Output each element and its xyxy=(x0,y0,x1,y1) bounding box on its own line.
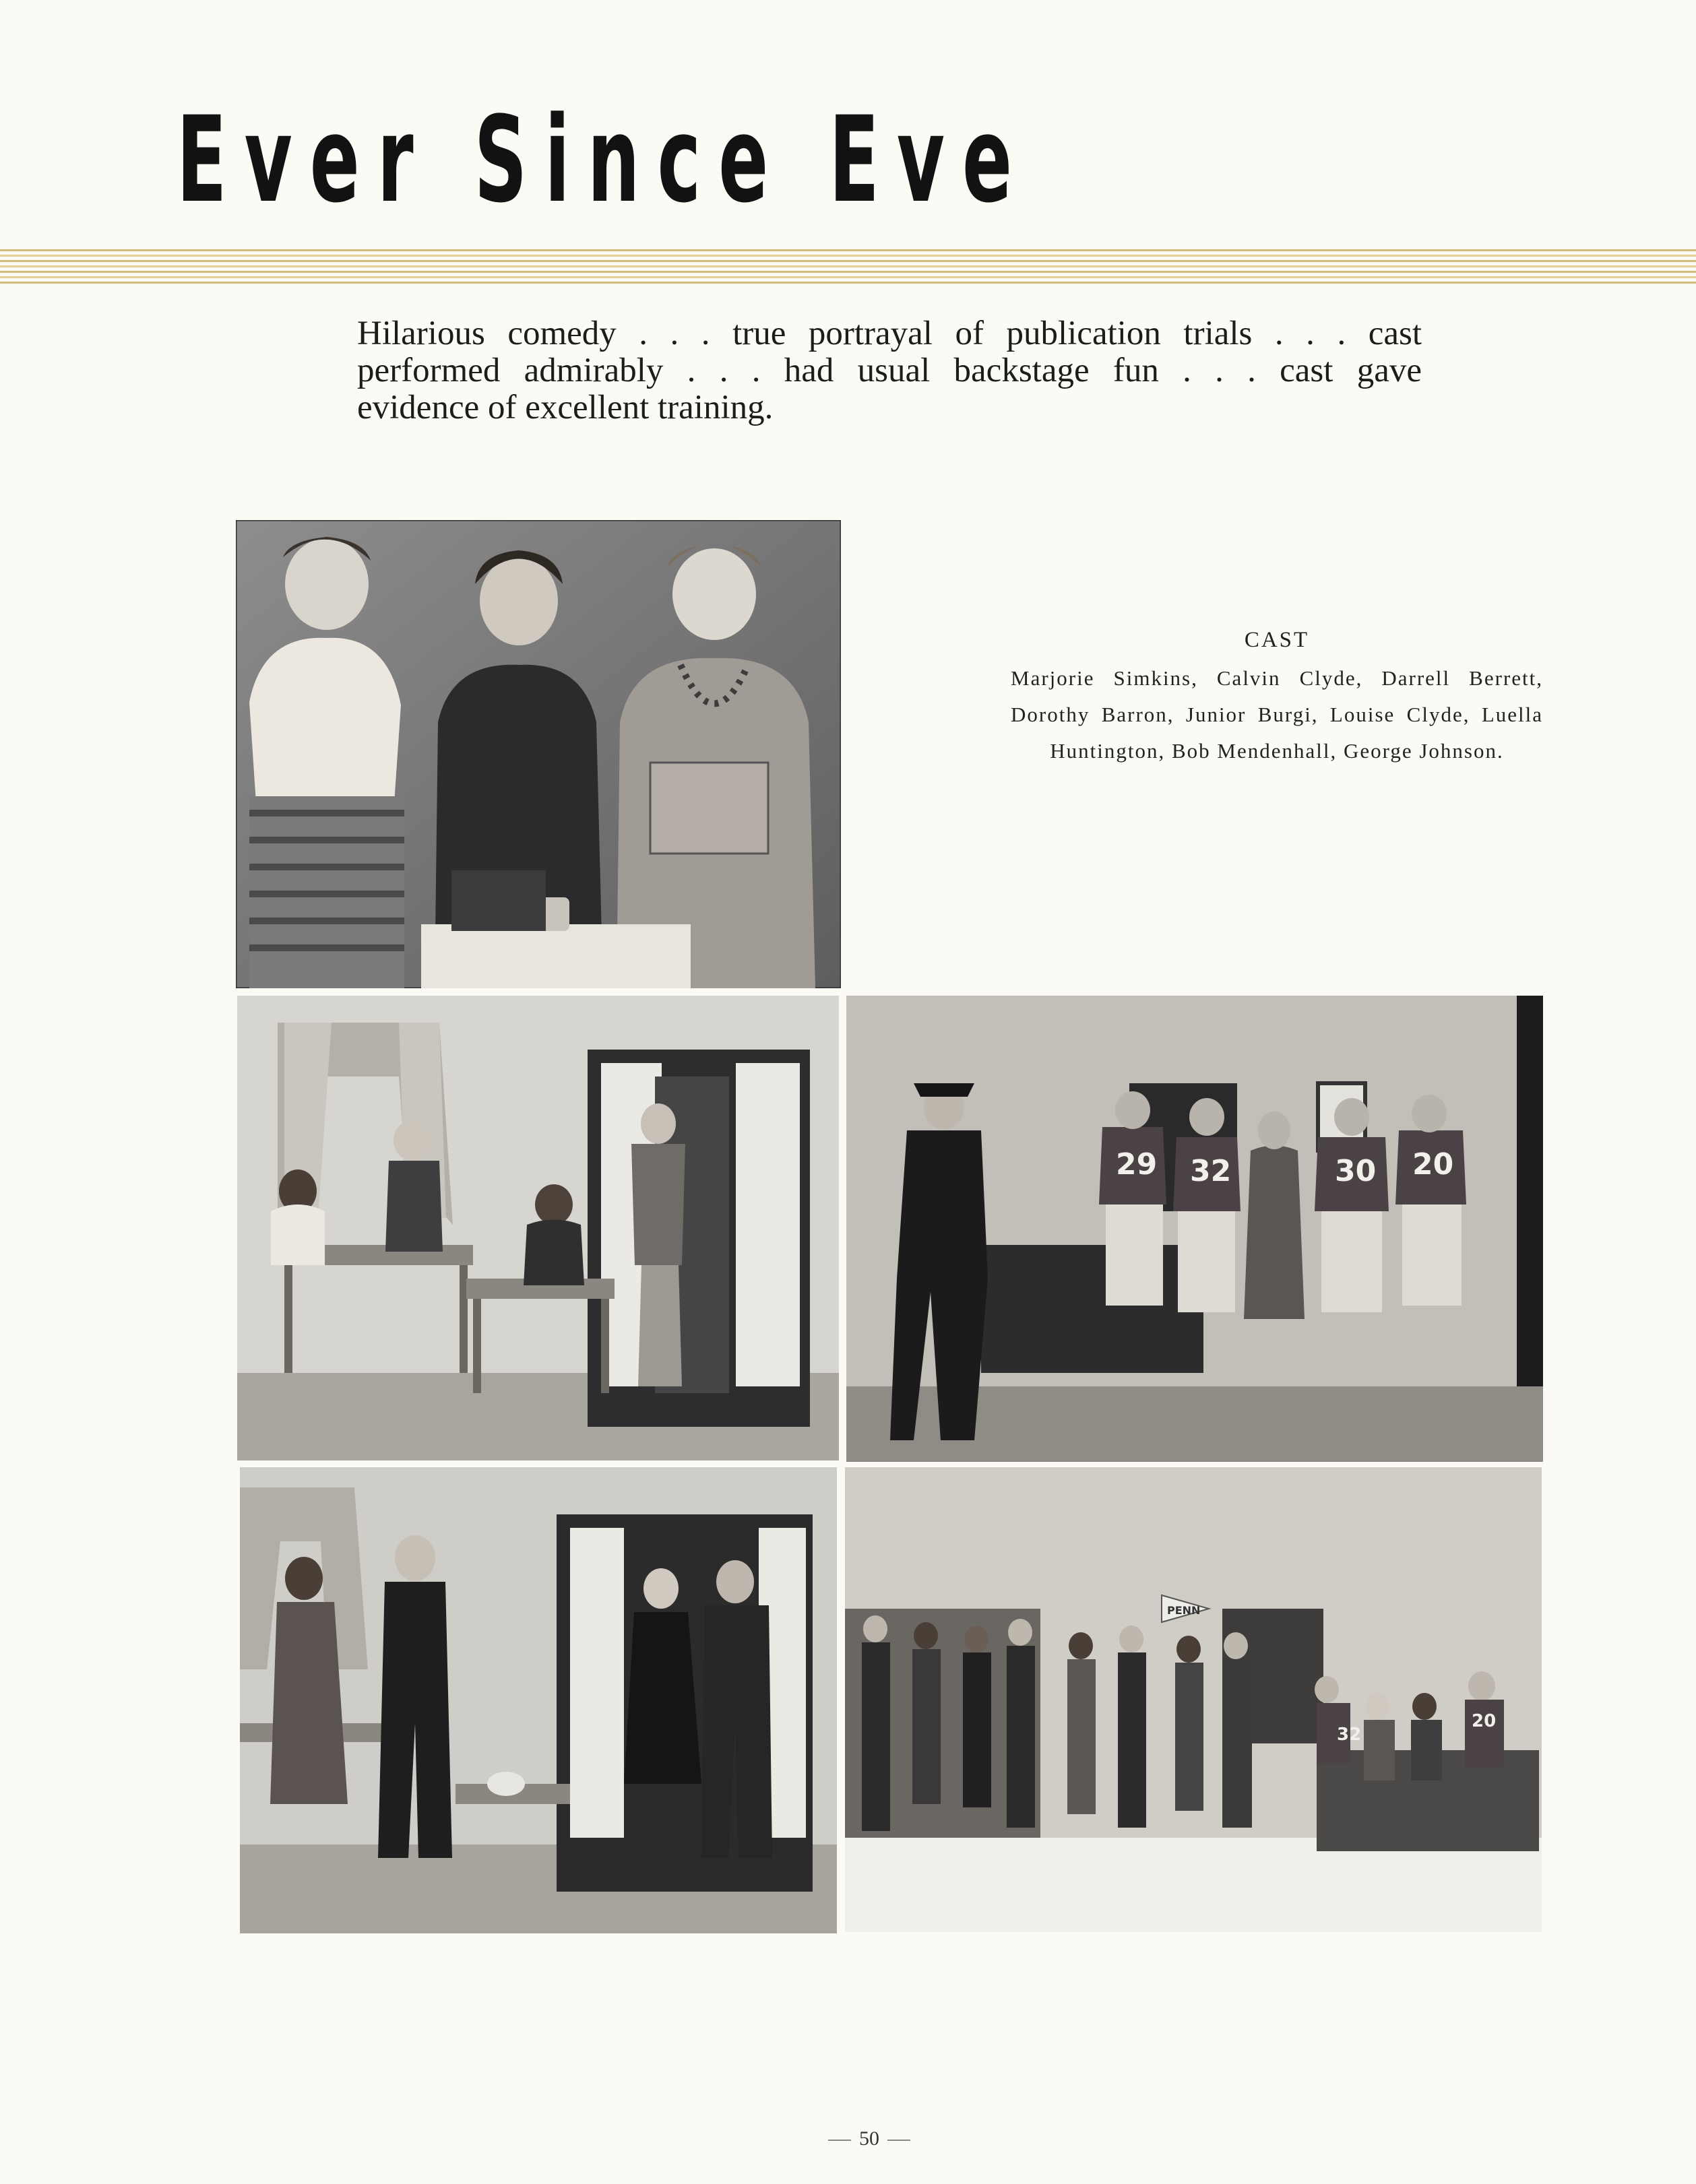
page-title: Ever Since Eve xyxy=(177,91,1030,229)
cast-list xyxy=(1011,627,1543,769)
photo-handshake-scene xyxy=(240,1467,837,1933)
gold-rule-divider xyxy=(0,249,1696,288)
pennant-text: PENN xyxy=(1167,1604,1201,1617)
intro-paragraph xyxy=(357,315,1422,426)
jersey-number: 20 xyxy=(1472,1711,1497,1731)
cast-heading: CAST xyxy=(1244,628,1310,652)
jersey-number: 30 xyxy=(1335,1154,1377,1188)
intro-line: Hilarious comedy . . . true portrayal of publication trials . . . cast xyxy=(357,315,1422,352)
photo-office-scene xyxy=(237,996,839,1460)
intro-line: evidence of excellent training. xyxy=(357,389,774,426)
jersey-number: 32 xyxy=(1190,1154,1232,1188)
jersey-number: 29 xyxy=(1116,1147,1158,1182)
photo-full-cast xyxy=(845,1467,1542,1932)
page-number xyxy=(809,2127,930,2150)
page-number-text: 50 xyxy=(859,2127,879,2150)
photo-football-players xyxy=(846,996,1543,1462)
cast-names: Marjorie Simkins, Calvin Clyde, Darrell Berrett, Dorothy Barron, Junior Burgi, Louise Clyde, Luella Huntington, Bob Mendenhall, George Johnson. xyxy=(1011,666,1543,763)
jersey-number: 32 xyxy=(1337,1725,1362,1745)
photo-three-women xyxy=(236,520,841,988)
intro-line: performed admirably . . . had usual backstage fun . . . cast gave xyxy=(357,352,1422,389)
jersey-number: 20 xyxy=(1412,1147,1454,1182)
